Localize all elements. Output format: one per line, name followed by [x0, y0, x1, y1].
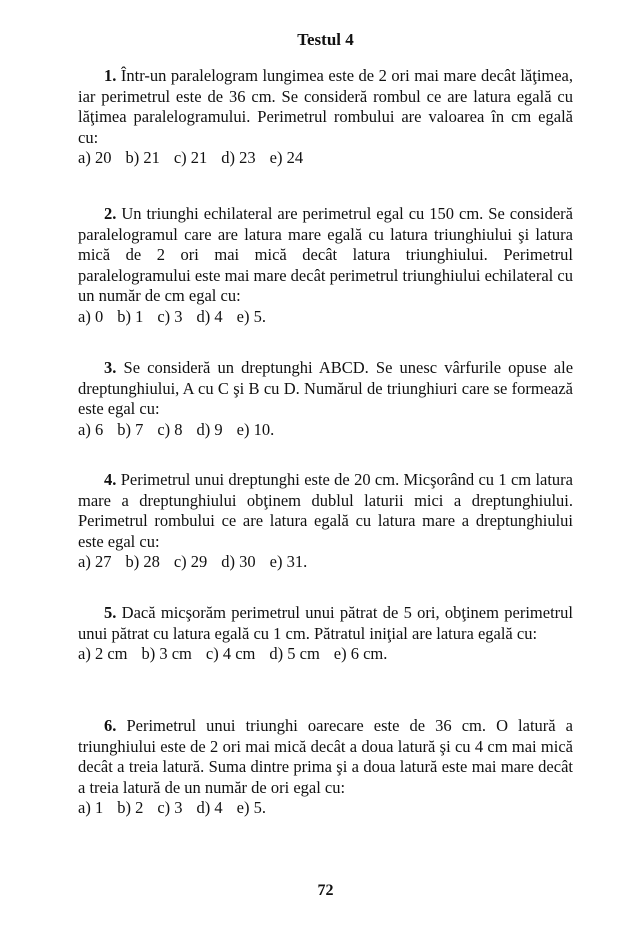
problem-statement: Perimetrul unui dreptunghi este de 20 cm. Micşorând cu 1 cm latura mare a dreptunghiului obţinem dublul laturii mici a dreptunghiului. Perimetrul rombului ce are latura egală cu latura mare a dreptunghiului este egal cu: — [78, 470, 574, 551]
problem-number: 2. — [104, 204, 117, 223]
answer-option: e) 24 — [269, 148, 304, 167]
answer-option: b) 3 cm — [141, 644, 192, 663]
problem-text — [78, 603, 573, 644]
problem-text — [78, 358, 573, 420]
answer-option: d) 30 — [221, 552, 256, 571]
answer-option: b) 7 — [117, 419, 144, 439]
answer-option: e) 5. — [236, 306, 266, 326]
problem-statement: Se consideră un dreptunghi ABCD. Se unesc vârfurile opuse ale dreptunghiului, A cu C şi B cu D. Numărul de triunghiuri care se formează este egal cu: — [78, 358, 574, 418]
problem-3 — [78, 358, 573, 440]
answer-option: a) 20 — [78, 148, 112, 167]
answer-option: d) 4 — [196, 306, 223, 326]
answer-options — [78, 552, 573, 573]
problem-number: 1. — [104, 66, 117, 85]
answer-option: a) 2 cm — [78, 644, 128, 663]
problem-2 — [78, 204, 573, 327]
answer-option: e) 6 cm. — [333, 644, 388, 663]
problem-statement: Perimetrul unui triunghi oarecare este de 36 cm. O latură a triunghiului este de 2 ori mai mică decât a doua latură şi cu 4 cm mai mică decât a treia latură. Suma dintre prima şi a doua latură este mai mare decât a treia latură de un număr de ori egal cu: — [78, 716, 574, 797]
problem-number: 6. — [104, 716, 117, 735]
problem-text — [78, 716, 573, 798]
answer-option: b) 1 — [117, 306, 144, 326]
answer-option: e) 31. — [269, 552, 308, 571]
problem-number: 4. — [104, 470, 117, 489]
answer-option: c) 3 — [157, 798, 183, 817]
answer-option: d) 5 cm — [269, 644, 320, 663]
problem-text — [78, 204, 573, 307]
answer-options — [78, 307, 573, 328]
test-title: Testul 4 — [297, 30, 354, 49]
answer-options — [78, 148, 573, 169]
problem-1 — [78, 66, 573, 169]
answer-option: c) 8 — [157, 419, 183, 439]
problem-4 — [78, 470, 573, 573]
answer-option: d) 23 — [221, 148, 256, 167]
problem-6 — [78, 716, 573, 819]
problem-statement: Dacă micşorăm perimetrul unui pătrat de 5 ori, obţinem perimetrul unui pătrat cu latura egală cu 1 cm. Pătratul iniţial are latura egală cu: — [78, 603, 573, 643]
answer-option: a) 6 — [78, 419, 104, 439]
answer-options — [78, 644, 573, 665]
problem-number: 3. — [104, 358, 117, 377]
answer-option: d) 4 — [196, 798, 223, 817]
answer-option: a) 27 — [78, 552, 112, 571]
problem-text — [78, 66, 573, 148]
problem-number: 5. — [104, 603, 117, 622]
answer-options — [78, 420, 573, 441]
answer-option: a) 1 — [78, 798, 104, 817]
answer-options — [78, 798, 573, 819]
answer-option: b) 28 — [125, 552, 160, 571]
answer-option: a) 0 — [78, 306, 104, 326]
document-page — [78, 0, 573, 936]
answer-option: e) 5. — [236, 798, 266, 817]
answer-option: c) 29 — [173, 552, 208, 571]
answer-option: c) 3 — [157, 306, 183, 326]
problem-text — [78, 470, 573, 552]
answer-option: b) 21 — [125, 148, 160, 167]
problem-statement: Într-un paralelogram lungimea este de 2 ori mai mare decât lăţimea, iar perimetrul este de 36 cm. Se consideră rombul ce are latura egală cu lăţimea paralelogramului. Perimetrul rombului are valoarea în cm egală cu: — [78, 66, 574, 147]
answer-option: c) 4 cm — [205, 644, 256, 663]
page-number: 72 — [317, 882, 334, 899]
problem-5 — [78, 603, 573, 665]
answer-option: b) 2 — [117, 798, 144, 817]
problem-statement: Un triunghi echilateral are perimetrul egal cu 150 cm. Se consideră paralelogramul care are latura mare egală cu latura triunghiului şi latura mică de 2 ori mai mică decât latura triunghiului. Perimetrul paralelogramului este mai mare decât perimetrul triunghiului echilateral cu un număr de cm egal cu: — [78, 204, 573, 305]
answer-option: c) 21 — [173, 148, 208, 167]
answer-option: d) 9 — [196, 419, 223, 439]
answer-option: e) 10. — [236, 419, 275, 439]
